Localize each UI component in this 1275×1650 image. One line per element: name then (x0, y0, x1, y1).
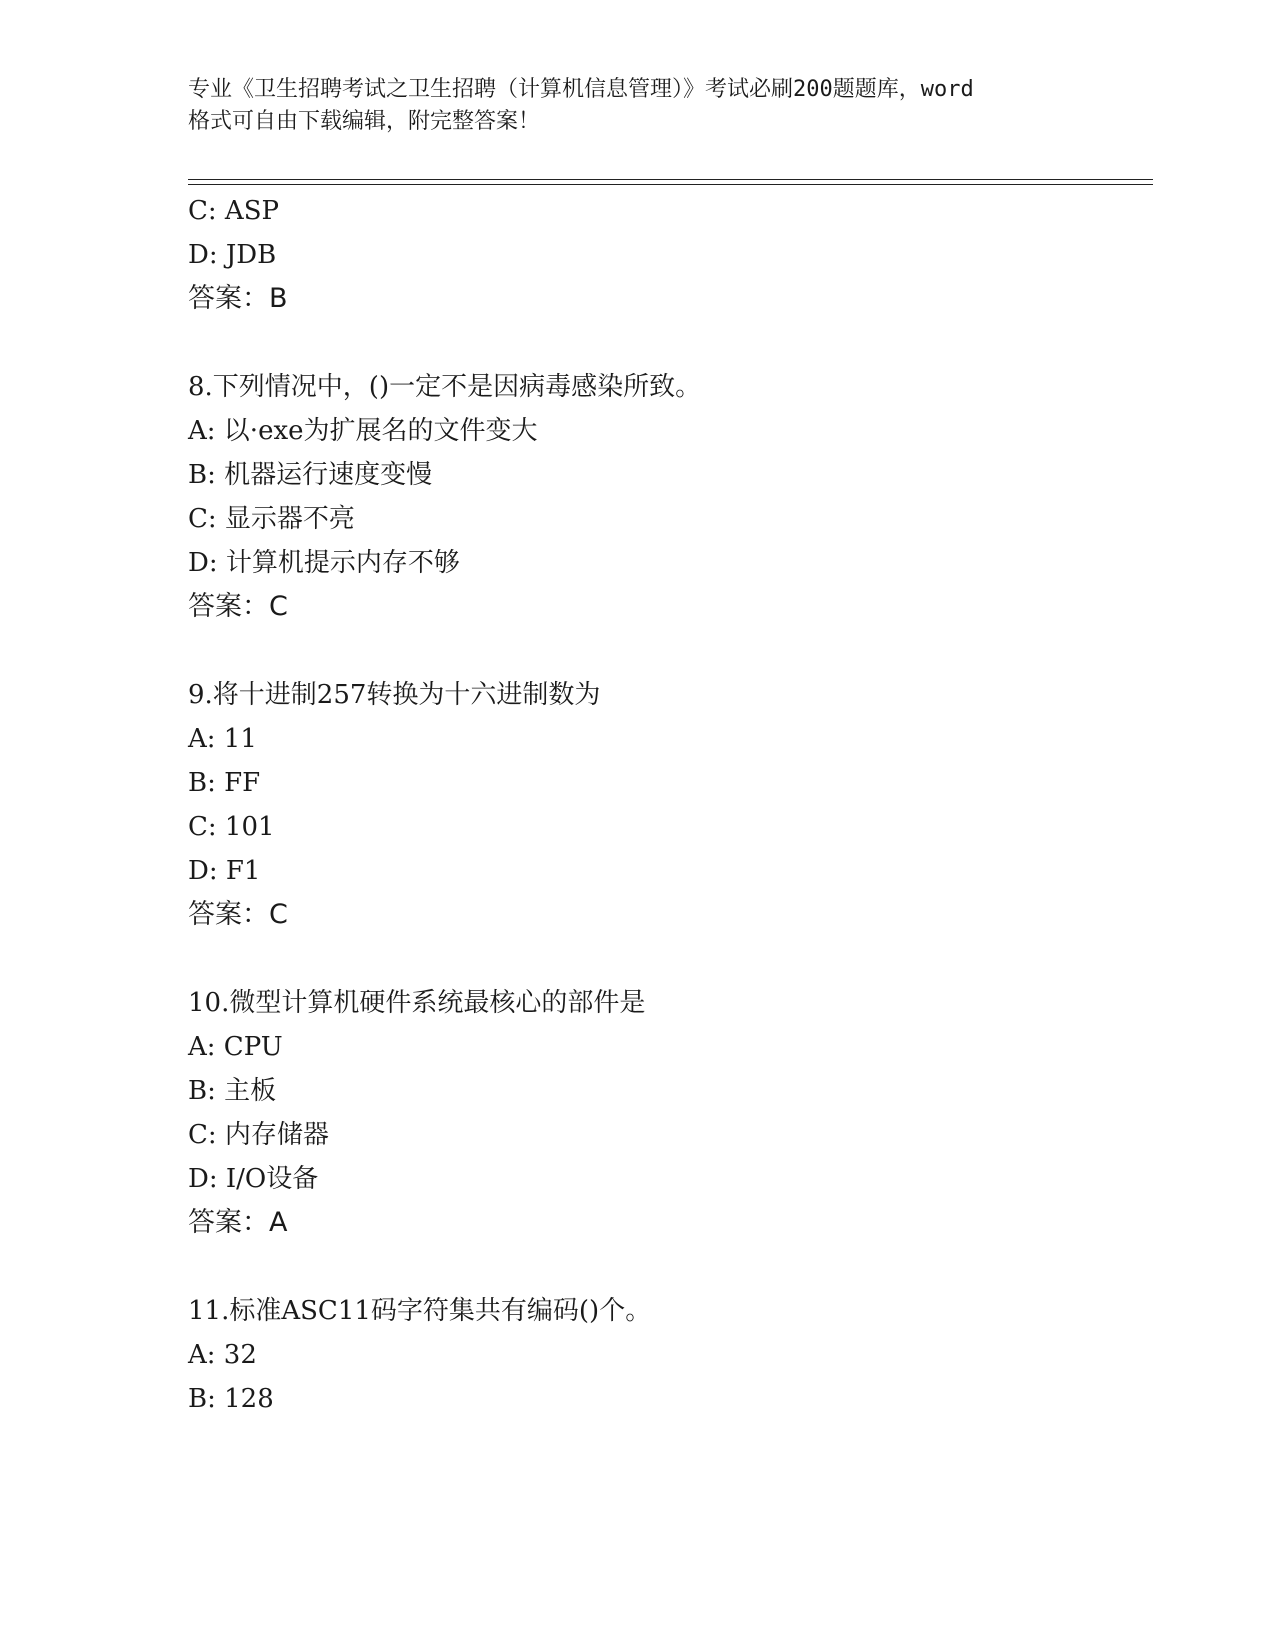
answer-label: 答案：B (188, 283, 288, 314)
option-a: A: 32 (188, 1340, 257, 1370)
answer-label: 答案：C (188, 899, 288, 930)
option-d: D: F1 (188, 856, 261, 886)
option-b: B: 机器运行速度变慢 (188, 460, 433, 490)
header-divider-bottom (188, 184, 1153, 185)
header-title-line-1: 专业《卫生招聘考试之卫生招聘（计算机信息管理）》考试必刷200题题库，word (188, 77, 974, 102)
question-stem: 11.标准ASC11码字符集共有编码()个。 (188, 1296, 652, 1326)
option-c: C: 显示器不亮 (188, 504, 355, 534)
option-d: D: I/O设备 (188, 1164, 319, 1194)
header-divider-top (188, 179, 1153, 180)
answer-label: 答案：C (188, 591, 288, 622)
option-a: A: 以·exe为扩展名的文件变大 (188, 416, 538, 446)
question-stem: 9.将十进制257转换为十六进制数为 (188, 680, 601, 710)
option-c: C: ASP (188, 196, 279, 226)
option-a: A: 11 (188, 724, 257, 754)
option-c: C: 101 (188, 812, 275, 842)
option-d: D: 计算机提示内存不够 (188, 548, 460, 578)
document-header (188, 74, 1088, 138)
option-c: C: 内存储器 (188, 1120, 329, 1150)
option-b: B: 主板 (188, 1076, 277, 1106)
question-stem: 8.下列情况中，()一定不是因病毒感染所致。 (188, 372, 702, 402)
option-d: D: JDB (188, 240, 277, 270)
question-stem: 10.微型计算机硬件系统最核心的部件是 (188, 988, 646, 1018)
answer-label: 答案：A (188, 1207, 288, 1238)
option-b: B: FF (188, 768, 261, 798)
header-title-line-2: 格式可自由下载编辑，附完整答案！ (188, 109, 541, 134)
option-a: A: CPU (188, 1032, 283, 1062)
option-b: B: 128 (188, 1384, 274, 1414)
